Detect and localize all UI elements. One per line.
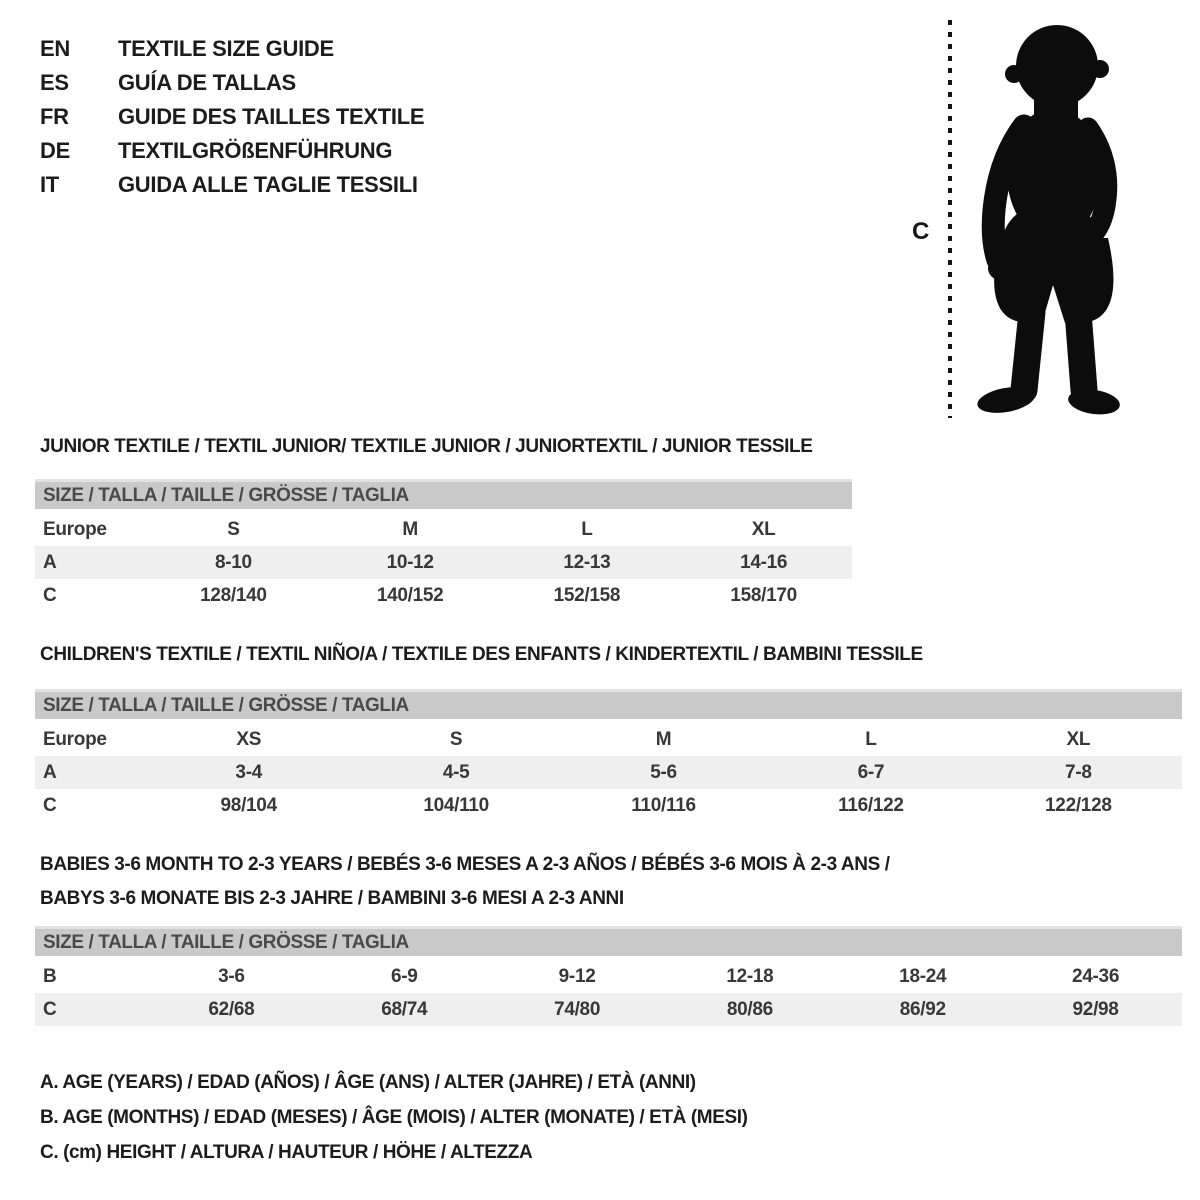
legend-height-cm: C. (cm) HEIGHT / ALTURA / HAUTEUR / HÖHE / ALTEZZA — [40, 1142, 533, 1163]
lang-label: GUIDA ALLE TAGLIE TESSILI — [118, 172, 418, 197]
children-size-table — [35, 689, 1182, 822]
table-cell: L — [581, 518, 593, 540]
table-cell: 80/86 — [726, 998, 773, 1020]
table-row — [35, 723, 1182, 756]
table-cell: 10-12 — [386, 551, 434, 573]
table-cell: 110/116 — [631, 794, 696, 816]
table-cell: 12-13 — [563, 551, 611, 573]
lang-label: GUÍA DE TALLAS — [118, 70, 296, 95]
table-cell: XL — [751, 518, 776, 540]
height-measure-label: C — [912, 218, 930, 245]
language-title-block — [40, 32, 424, 202]
table-cell: 6-7 — [857, 761, 885, 783]
table-cell: 18-24 — [899, 965, 947, 987]
table-cell: 122/128 — [1045, 794, 1112, 816]
lang-label: TEXTILGRÖßENFÜHRUNG — [118, 138, 393, 163]
row-label: Europe — [43, 518, 107, 540]
babies-size-table — [35, 926, 1182, 1026]
table-cell: 104/110 — [423, 794, 489, 816]
legend-age-months: B. AGE (MONTHS) / EDAD (MESES) / ÂGE (MOIS) / ALTER (MONATE) / ETÀ (MESI) — [40, 1107, 748, 1128]
table-cell: 62/68 — [208, 998, 255, 1020]
table-cell: 14-16 — [740, 551, 788, 573]
table-cell: 24-36 — [1072, 965, 1120, 987]
table-cell: 8-10 — [214, 551, 252, 573]
table-cell: 6-9 — [390, 965, 418, 987]
lang-label: GUIDE DES TAILLES TEXTILE — [118, 104, 425, 129]
table-cell: 74/80 — [554, 998, 601, 1020]
table-cell: 12-18 — [726, 965, 774, 987]
row-label: A — [43, 551, 57, 573]
table-row — [35, 756, 1182, 789]
babies-section-title-line1: BABIES 3-6 MONTH TO 2-3 YEARS / BEBÉS 3-6 MESES A 2-3 AÑOS / BÉBÉS 3-6 MOIS À 2-3 ANS / — [40, 854, 890, 875]
table-row — [35, 546, 852, 579]
table-cell: S — [449, 728, 463, 750]
lang-code: IT — [40, 172, 59, 197]
row-label: C — [43, 584, 57, 606]
table-cell: 116/122 — [838, 794, 904, 816]
table-cell: 140/152 — [376, 584, 444, 606]
table-row — [35, 579, 852, 612]
lang-row-it — [40, 168, 424, 202]
lang-row-de — [40, 134, 424, 168]
table-cell: 92/98 — [1072, 998, 1119, 1020]
lang-row-fr — [40, 100, 424, 134]
children-table-header: SIZE / TALLA / TAILLE / GRÖSSE / TAGLIA — [35, 689, 1182, 719]
junior-size-table — [35, 479, 852, 612]
lang-code: ES — [40, 70, 69, 95]
table-cell: 86/92 — [899, 998, 946, 1020]
babies-table-header: SIZE / TALLA / TAILLE / GRÖSSE / TAGLIA — [35, 926, 1182, 956]
table-cell: 3-4 — [235, 761, 262, 783]
table-cell: 7-8 — [1065, 761, 1092, 783]
junior-section-title: JUNIOR TEXTILE / TEXTIL JUNIOR/ TEXTILE JUNIOR / JUNIORTEXTIL / JUNIOR TESSILE — [40, 436, 813, 457]
row-label: C — [43, 794, 57, 816]
row-label: B — [43, 965, 57, 987]
table-cell: XS — [236, 728, 262, 750]
lang-row-es — [40, 66, 424, 100]
toddler-silhouette-icon — [962, 22, 1142, 422]
row-label: Europe — [43, 728, 107, 750]
table-cell: 152/158 — [553, 584, 621, 606]
babies-section-title-line2: BABYS 3-6 MONATE BIS 2-3 JAHRE / BAMBINI 3-6 MESI A 2-3 ANNI — [40, 888, 624, 909]
table-cell: S — [227, 518, 240, 540]
table-cell: M — [655, 728, 672, 750]
height-measure-dashed-line — [948, 20, 952, 418]
table-row — [35, 960, 1182, 993]
table-cell: XL — [1066, 728, 1091, 750]
legend-age-years: A. AGE (YEARS) / EDAD (AÑOS) / ÂGE (ANS) / ALTER (JAHRE) / ETÀ (ANNI) — [40, 1072, 696, 1093]
table-cell: M — [402, 518, 418, 540]
table-cell: 5-6 — [650, 761, 677, 783]
table-row — [35, 993, 1182, 1026]
table-cell: 98/104 — [220, 794, 277, 816]
lang-code: DE — [40, 138, 70, 163]
children-section-title: CHILDREN'S TEXTILE / TEXTIL NIÑO/A / TEXTILE DES ENFANTS / KINDERTEXTIL / BAMBINI TESSILE — [40, 644, 923, 665]
row-label: C — [43, 998, 57, 1020]
lang-label: TEXTILE SIZE GUIDE — [118, 36, 334, 61]
lang-code: EN — [40, 36, 70, 61]
lang-code: FR — [40, 104, 69, 129]
table-cell: 9-12 — [558, 965, 596, 987]
junior-table-header: SIZE / TALLA / TAILLE / GRÖSSE / TAGLIA — [35, 479, 852, 509]
table-cell: 3-6 — [218, 965, 245, 987]
table-cell: 68/74 — [381, 998, 428, 1020]
table-cell: L — [865, 728, 877, 750]
table-row — [35, 789, 1182, 822]
table-cell: 158/170 — [730, 584, 797, 606]
lang-row-en — [40, 32, 424, 66]
table-cell: 128/140 — [200, 584, 267, 606]
row-label: A — [43, 761, 57, 783]
table-row — [35, 513, 852, 546]
table-cell: 4-5 — [442, 761, 470, 783]
